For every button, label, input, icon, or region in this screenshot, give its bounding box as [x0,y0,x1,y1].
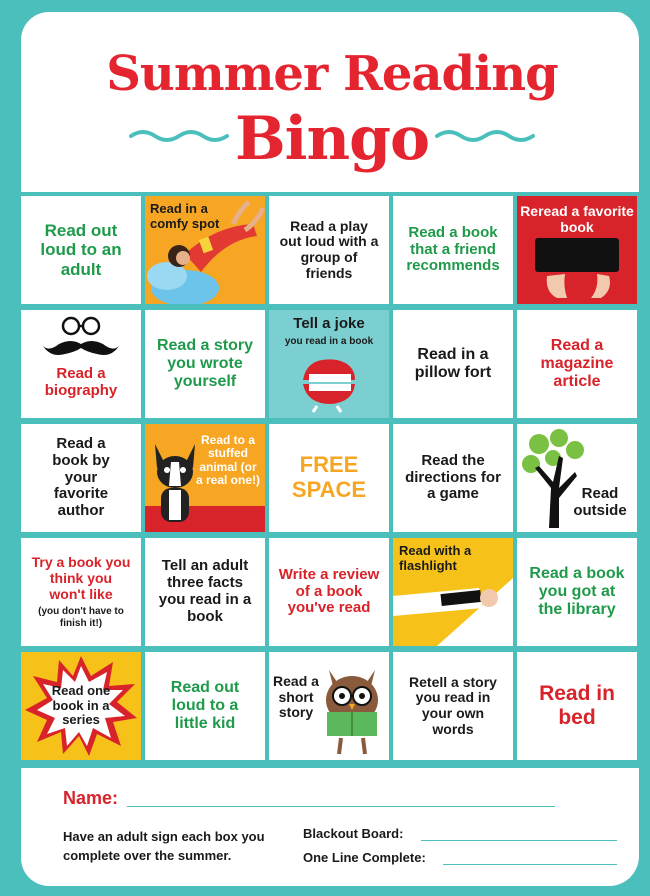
blackout-label: Blackout Board: [303,826,404,841]
square-game-directions[interactable]: Read the directions for a game [393,424,513,532]
glasses-mustache-icon [41,316,121,360]
square-three-facts[interactable]: Tell an adult three facts you read in a book [145,538,265,646]
square-library-book[interactable]: Read a book you got at the library [517,538,637,646]
square-read-in-bed[interactable]: Read in bed [517,652,637,760]
title-line-1: Summer Reading [106,46,558,102]
wave-right-icon [435,126,535,148]
bingo-grid [21,196,633,762]
bingo-card [11,10,639,886]
name-label: Name: [63,788,119,808]
square-biography[interactable]: Read a biography [21,310,141,418]
name-field[interactable] [127,806,555,807]
square-story-you-wrote[interactable]: Read a story you wrote yourself [145,310,265,418]
footer [21,768,639,886]
owl-icon [319,660,385,756]
title-line-2: Bingo [234,104,430,174]
square-series[interactable]: Read one book in a series [21,652,141,760]
square-write-review[interactable]: Write a review of a book you've read [269,538,389,646]
square-magazine-article[interactable]: Read a magazine article [517,310,637,418]
dog-icon [149,438,201,530]
instructions-text: Have an adult sign each box you complete over the summer. [63,829,265,863]
square-stuffed-animal[interactable]: Read to a stuffed animal (or a real one!) [145,424,265,532]
square-read-out-loud-adult[interactable]: Read out loud to an adult [21,196,141,304]
oneline-field[interactable] [443,864,617,865]
square-little-kid[interactable]: Read out loud to a little kid [145,652,265,760]
chattering-teeth-icon [297,354,361,414]
square-reread-favorite[interactable]: Reread a favorite book [517,196,637,304]
square-friend-recommends[interactable]: Read a book that a friend recommends [393,196,513,304]
oneline-label: One Line Complete: [303,850,426,865]
square-comfy-spot[interactable]: Read in a comfy spot [145,196,265,304]
square-wont-like[interactable]: Try a book you think you won't like (you don't have to finish it!) [21,538,141,646]
square-tell-a-joke[interactable]: Tell a joke you read in a book [269,310,389,418]
header [21,12,639,192]
square-free-space[interactable]: FREE SPACE [269,424,389,532]
square-pillow-fort[interactable]: Read in a pillow fort [393,310,513,418]
square-play-out-loud[interactable]: Read a play out loud with a group of friends [269,196,389,304]
square-short-story[interactable]: Read a short story [269,652,389,760]
square-retell-story[interactable]: Retell a story you read in your own words [393,652,513,760]
square-favorite-author[interactable]: Read a book by your favorite author [21,424,141,532]
square-flashlight[interactable]: Read with a flashlight [393,538,513,646]
blackout-field[interactable] [421,840,617,841]
wave-left-icon [129,126,229,148]
square-read-outside[interactable]: Read outside [517,424,637,532]
